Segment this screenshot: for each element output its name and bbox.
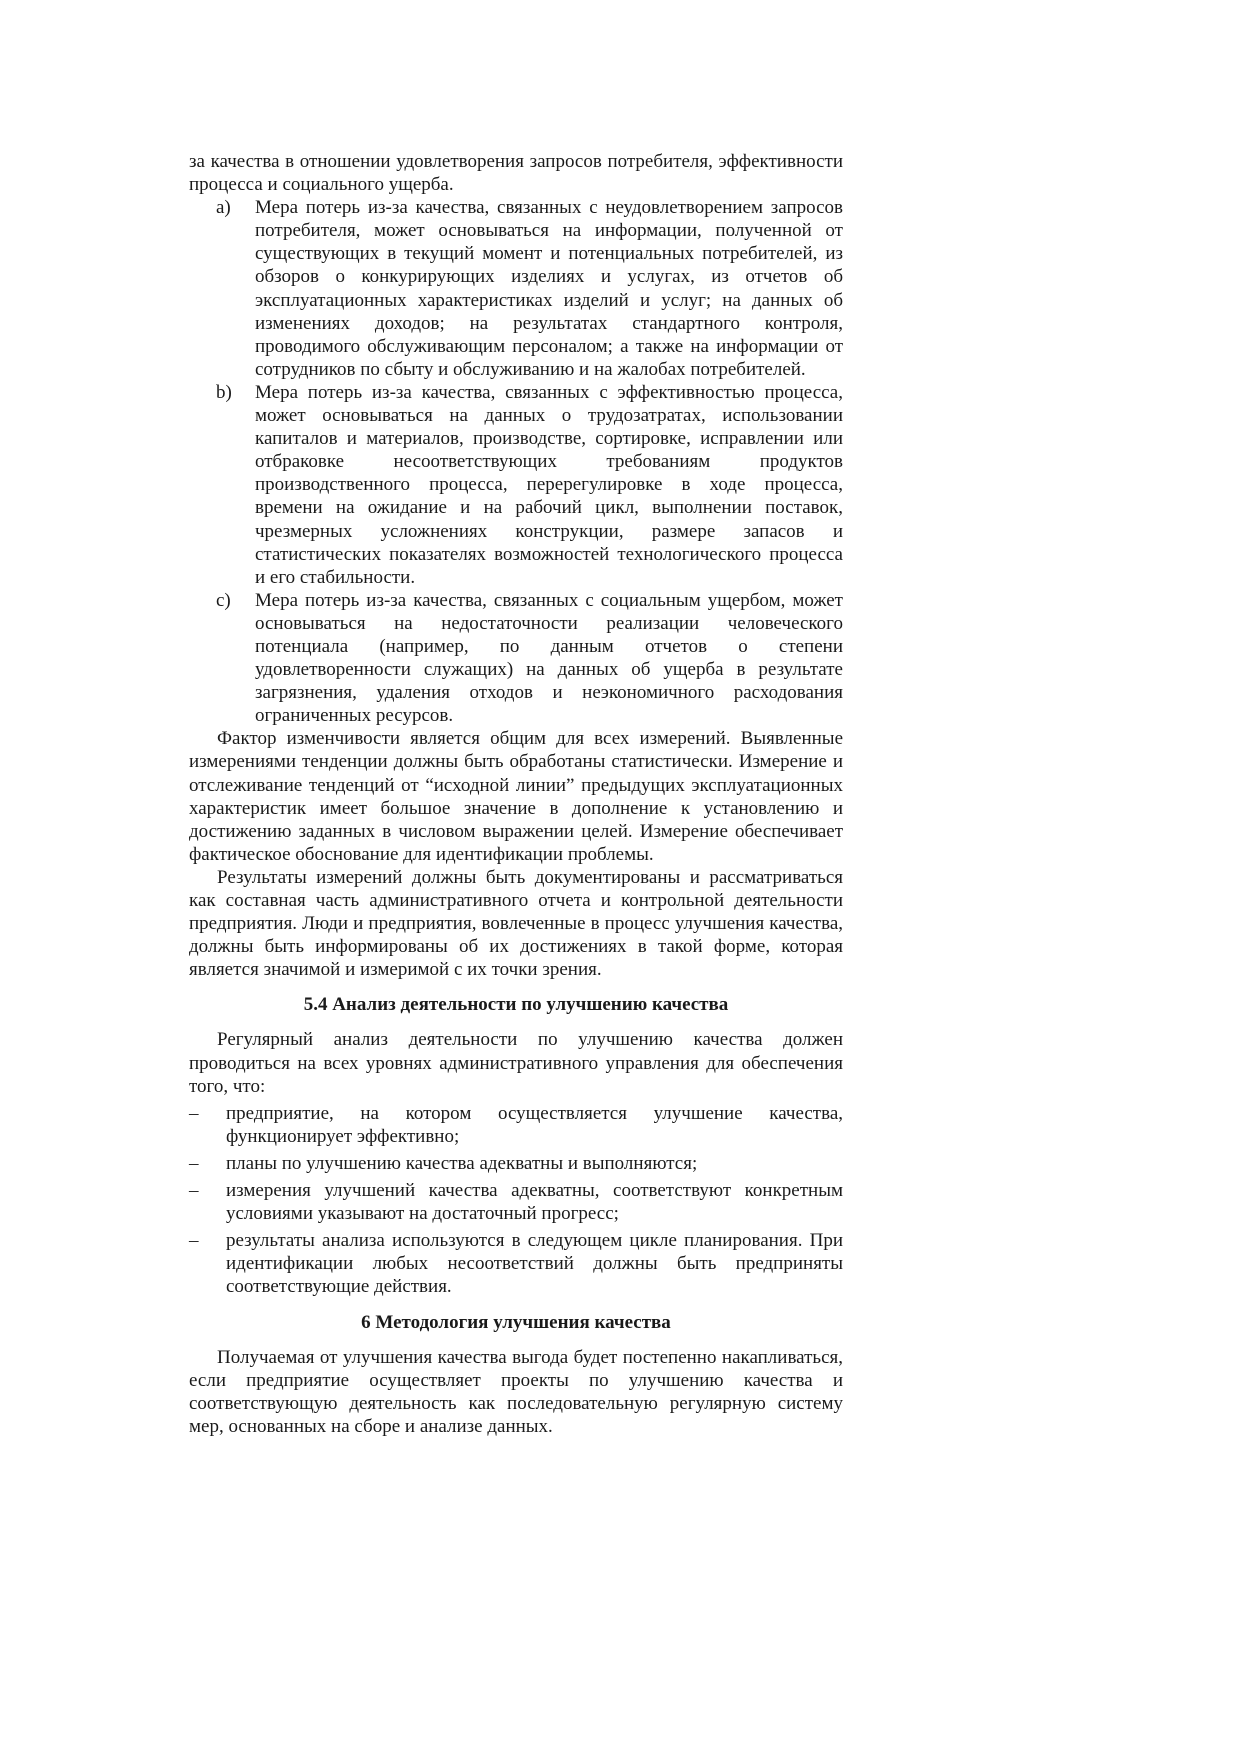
paragraph-review: Регулярный анализ деятельности по улучшению качества должен проводиться на всех уровнях административного управления для обеспечения того, что: — [189, 1029, 843, 1097]
section-heading-6: 6 Методология улучшения качества — [361, 1311, 671, 1333]
list-text-a: Мера потерь из-за качества, связанных с неудовлетворением запросов потребителя, может основываться на информации, полученной от существующих в текущий момент и потенциальных потребителей, из обзоров о конкурирующих изделиях и услугах, из отчетов об эксплуатационных характеристиках изделий и услуг; на данных об изменениях доходов; на результатах стандартного контроля, проводимого обслуживающим персоналом; а также на информации от сотрудников по сбыту и обслуживанию и на жалобах потребителей. — [255, 197, 843, 380]
paragraph-results: Результаты измерений должны быть документированы и рассматриваться как составная часть административного отчета и контрольной деятельности предприятия. Люди и предприятия, вовлеченные в процесс улучшения качества, должны быть информированы об их достижениях в такой форме, которая является значимой и измеримой с их точки зрения. — [189, 866, 843, 981]
dash-marker-3: – — [189, 1180, 199, 1202]
dash-text-1: предприятие, на котором осуществляется улучшение качества, функционирует эффективно; — [226, 1102, 843, 1147]
list-marker-b: b) — [216, 381, 232, 403]
list-marker-a: а) — [216, 197, 231, 219]
section-heading-5-4: 5.4 Анализ деятельности по улучшению качества — [303, 994, 729, 1016]
dash-marker-2: – — [189, 1152, 199, 1174]
list-item-c — [189, 589, 843, 728]
dash-text-3: измерения улучшений качества адекватны, соответствуют конкретным условиями указывают на достаточный прогресс; — [226, 1180, 843, 1225]
document-page — [189, 150, 843, 1438]
paragraph-variability: Фактор изменчивости является общим для всех измерений. Выявленные измерениями тенденции должны быть обработаны статистически. Измерение и отслеживание тенденций от “исходной линии” предыдущих эксплуатационных характеристик имеет большое значение в дополнение к установлению и достижению заданных в числовом выражении целей. Измерение обеспечивает фактическое обоснование для идентификации проблемы. — [189, 728, 843, 865]
dash-text-2: планы по улучшению качества адекватны и выполняются; — [226, 1152, 698, 1174]
list-item-a — [189, 196, 843, 381]
dash-item-4 — [189, 1229, 843, 1298]
dash-marker-1: – — [189, 1102, 199, 1124]
dash-item-3 — [189, 1179, 843, 1225]
list-marker-c: с) — [216, 589, 231, 611]
list-item-b — [189, 381, 843, 589]
list-text-b: Мера потерь из-за качества, связанных с эффективностью процесса, может основываться на данных о трудозатратах, использовании капиталов и материалов, производстве, сортировке, исправлении или отбраковке несоответствующих требованиям продуктов производственного процесса, перерегулировке в ходе процесса, времени на ожидание и на рабочий цикл, выполнении поставок, чрезмерных усложнениях конструкции, размере запасов и статистических показателях возможностей технологического процесса и его стабильности. — [255, 381, 843, 588]
dash-marker-4: – — [189, 1230, 199, 1252]
paragraph-methodology: Получаемая от улучшения качества выгода будет постепенно накапливаться, если предприятие осуществляет проекты по улучшению качества и соответствующую деятельность как последовательную регулярную систему мер, основанных на сборе и анализе данных. — [189, 1346, 843, 1437]
intro-continuation: за качества в отношении удовлетворения запросов потребителя, эффективности процесса и социального ущерба. — [189, 151, 843, 196]
dash-text-4: результаты анализа используются в следующем цикле планирования. При идентификации любых несоответствий должны быть предприняты соответствующие действия. — [226, 1230, 843, 1298]
dash-item-2 — [189, 1152, 843, 1175]
list-text-c: Мера потерь из-за качества, связанных с социальным ущербом, может основываться на недостаточности реализации человеческого потенциала (например, по данным отчетов о степени удовлетворенности служащих) на данных об ущерба в результате загрязнения, удаления отходов и неэкономичного расходования ограниченных ресурсов. — [255, 589, 843, 727]
dash-item-1 — [189, 1102, 843, 1148]
